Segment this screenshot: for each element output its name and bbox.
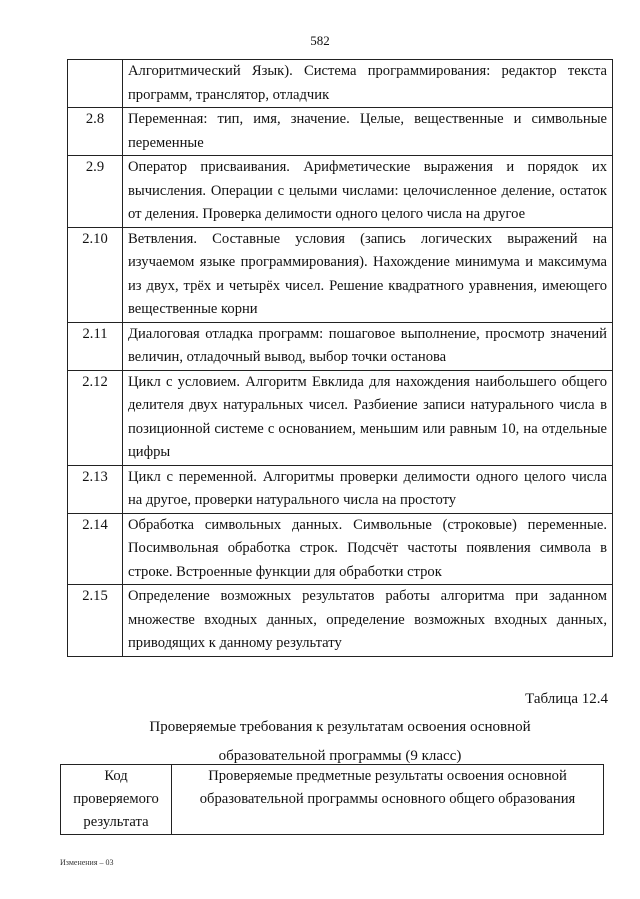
page-number: 582 bbox=[310, 33, 330, 48]
row-number: 2.10 bbox=[68, 227, 123, 322]
requirements-heading-line2: образовательной программы (9 класс) bbox=[218, 748, 462, 764]
row-text: Обработка символьных данных. Символьные (строковые) переменные. Посимвольная обработка строк. Подсчёт частоты появления символа в строке. Встроенные функции для обработки строк bbox=[123, 513, 613, 585]
row-text: Диалоговая отладка программ: пошаговое выполнение, просмотр значений величин, отладочный вывод, выбор точки останова bbox=[123, 322, 613, 370]
row-number: 2.14 bbox=[68, 513, 123, 585]
result-code-header bbox=[61, 765, 172, 835]
result-code-header-line: проверяемого bbox=[73, 791, 159, 807]
row-number: 2.15 bbox=[68, 585, 123, 657]
row-text: Алгоритмический Язык). Система программирования: редактор текста программ, транслятор, отладчик bbox=[123, 60, 613, 108]
row-text: Определение возможных результатов работы алгоритма при заданном множестве входных данных, определение возможных входных данных, приводящих к данному результату bbox=[123, 585, 613, 657]
table-row bbox=[68, 465, 613, 513]
row-text: Ветвления. Составные условия (запись логических выражений на изучаемом языке программирования). Нахождение минимума и максимума из двух, трёх и четырёх чисел. Решение квадратного уравнения, имеющего вещественные корни bbox=[123, 227, 613, 322]
requirements-heading bbox=[0, 713, 640, 771]
row-number: 2.9 bbox=[68, 156, 123, 228]
row-number: 2.13 bbox=[68, 465, 123, 513]
table-row bbox=[68, 322, 613, 370]
row-number: 2.11 bbox=[68, 322, 123, 370]
row-text: Цикл с переменной. Алгоритмы проверки делимости одного целого числа на другое, проверки натурального числа на простоту bbox=[123, 465, 613, 513]
result-description-header-line: Проверяемые предметные результаты освоения основной bbox=[208, 768, 567, 784]
table-row bbox=[68, 370, 613, 465]
table-row bbox=[68, 585, 613, 657]
table-row bbox=[68, 227, 613, 322]
table-row bbox=[68, 108, 613, 156]
result-code-header-line: результата bbox=[83, 814, 149, 830]
result-description-header bbox=[172, 765, 604, 835]
result-description-header-line: образовательной программы основного общего образования bbox=[199, 791, 576, 807]
row-number: 2.12 bbox=[68, 370, 123, 465]
table-label: Таблица 12.4 bbox=[525, 691, 608, 707]
requirements-heading-line1: Проверяемые требования к результатам освоения основной bbox=[149, 719, 531, 735]
results-header-row bbox=[61, 765, 604, 835]
result-code-header-line: Код bbox=[104, 768, 128, 784]
row-number bbox=[68, 60, 123, 108]
results-table bbox=[60, 764, 604, 835]
table-row bbox=[68, 156, 613, 228]
table-row bbox=[68, 513, 613, 585]
table-row bbox=[68, 60, 613, 108]
row-text: Цикл с условием. Алгоритм Евклида для нахождения наибольшего общего делителя двух натуральных чисел. Разбиение записи натурального числа в позиционной системе с основанием, меньшим или равным 10, на отдельные цифры bbox=[123, 370, 613, 465]
row-text: Оператор присваивания. Арифметические выражения и порядок их вычисления. Операции с целыми числами: целочисленное деление, остаток от деления. Проверка делимости одного целого числа на другое bbox=[123, 156, 613, 228]
topics-table bbox=[67, 59, 613, 657]
row-number: 2.8 bbox=[68, 108, 123, 156]
footer-revision-note: Изменения – 03 bbox=[60, 858, 114, 867]
row-text: Переменная: тип, имя, значение. Целые, вещественные и символьные переменные bbox=[123, 108, 613, 156]
